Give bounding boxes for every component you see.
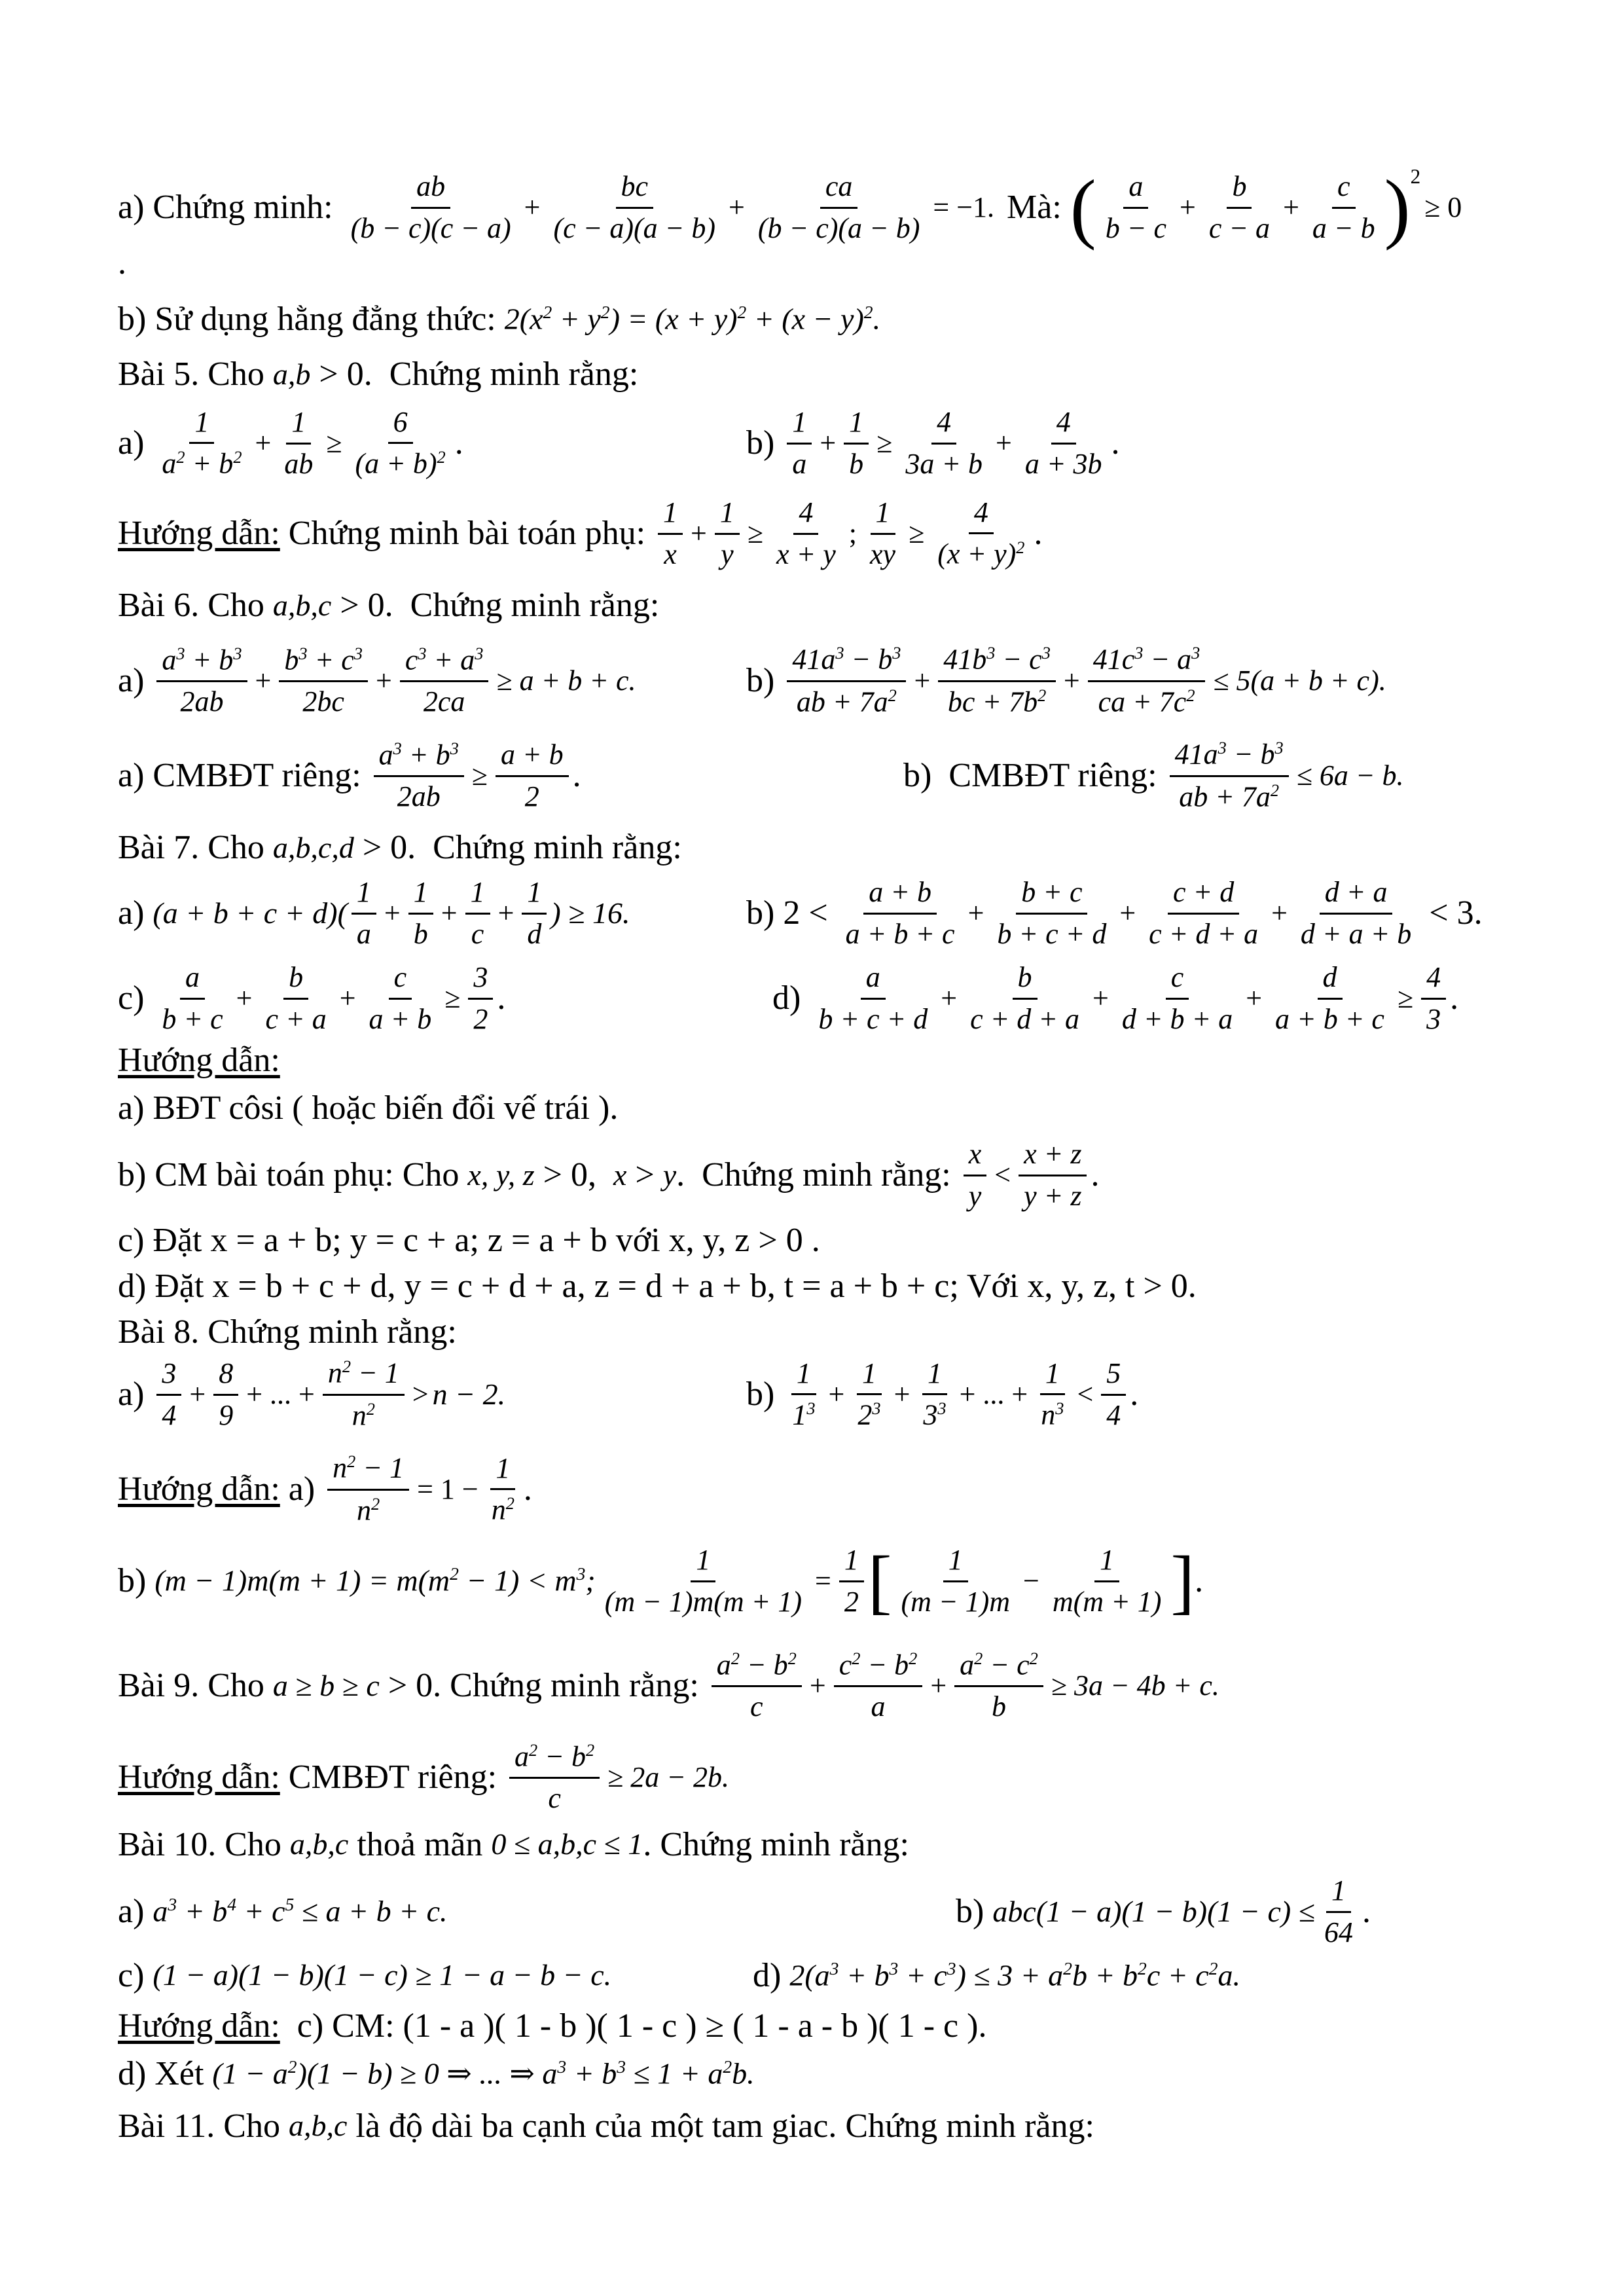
bai-7-hd-c: c) Đặt x = a + b; y = c + a; z = a + b với x, y, z > 0 .	[118, 1222, 820, 1260]
bai-8-heading: Bài 8. Chứng minh rằng:	[118, 1313, 457, 1351]
fraction: $\frac{ca}{(b - c)(a - b)}$	[757, 170, 920, 244]
bai-10-items-ab: a) $a^3 + b^4 + c^5 \le a + b + c$. b) abc(1 − a)(1 − b)(1 − c) ≤ $\frac{1}{64}$ .	[118, 1874, 1371, 1948]
bai-7-items-ab: a) (a + b + c + d)( $\frac{1}{a}$ + $\frac{1}{b}$ + $\frac{1}{c}$ + $\frac{1}{d}$ ) ≥ 16. b) 2 < $\frac{a + b}{a + b + c}$ + $\frac{b + c}{b + c + d}$ + $\frac{c + d}{c + d + a}$ + $\frac{d + a}{d + a + b}$ < 3.	[118, 876, 1483, 950]
text: Mà:	[998, 189, 1070, 227]
bai-5-heading: Bài 5. Cho a,b > 0. Chứng minh rằng:	[118, 355, 639, 393]
bai-8-items: a) $\frac{3}{4}$ + $\frac{8}{9}$ + ... + $\frac{n^2 - 1}{n^2}$ > n − 2. b) $\frac{1}{1^3}$ + $\frac{1}{2^3}$ + $\frac{1}{3^3}$ + ... + $\frac{1}{n^3}$ < $\frac{5}{4}$ .	[118, 1357, 1139, 1432]
bai-7-huong-dan-label: Hướng dẫn:	[118, 1042, 280, 1080]
bai-7-items-cd: c) $\frac{a}{b + c}$ + $\frac{b}{c + a}$ + $\frac{c}{a + b}$ ≥ $\frac{3}{2}$ . d) $\frac{a}{b + c + d}$ + $\frac{b}{c + d + a}$ + $\frac{c}{d + b + a}$ + $\frac{d}{a + b + c}$ ≥ $\frac{4}{3}$ .	[118, 961, 1459, 1035]
bai-11-heading: Bài 11. Cho a,b,c là độ dài ba cạnh của một tam giac. Chứng minh rằng:	[118, 2107, 1094, 2145]
fraction: $\frac{bc}{(c - a)(a - b)}$	[553, 170, 716, 244]
bai-10-items-cd: c) (1 − a)(1 − b)(1 − c) ≥ 1 − a − b − c. d) $2(a^3 + b^3 + c^3) \le 3 + a^2b + b^2c + c^2a$.	[118, 1956, 1240, 1994]
bai-8-hd-b: b) $(m - 1)m(m + 1) = m(m^2 - 1) < m^3$; $\frac{1}{(m - 1)m(m + 1)}$ = $\frac{1}{2}$ [ $\frac{1}{(m - 1)m}$ − $\frac{1}{m(m + 1)}$ ] .	[118, 1541, 1204, 1621]
line-a-chung-minh: a) Chứng minh: $\frac{ab}{(b - c)(c - a)}$ + $\frac{bc}{(c - a)(a - b)}$ + $\frac{ca}{(b - c)(a - b)}$ = −1. Mà: ( $\frac{a}{b - c}$ + $\frac{b}{c - a}$ + $\frac{c}{a - b}$ ) $^2$ ≥ 0	[118, 164, 1462, 251]
bai-10-heading: Bài 10. Cho a,b,c thoả mãn 0 ≤ a,b,c ≤ 1 . Chứng minh rằng:	[118, 1825, 909, 1863]
bai-10-hd-d: d) Xét $(1 - a^2)(1 - b) \ge 0$ ⇒ ... ⇒ $a^3 + b^3 \le 1 + a^2b$.	[118, 2054, 755, 2092]
bai-6-items: a) $\frac{a^3 + b^3}{2ab}$ + $\frac{b^3 + c^3}{2bc}$ + $\frac{c^3 + a^3}{2ca}$ ≥ a + b + c. b) $\frac{41a^3 - b^3}{ab + 7a^2}$ + $\frac{41b^3 - c^3}{bc + 7b^2}$ + $\frac{41c^3 - a^3}{ca + 7c^2}$ ≤ 5(a + b + c).	[118, 643, 1386, 718]
bai-6-heading: Bài 6. Cho a,b,c > 0. Chứng minh rằng:	[118, 587, 660, 625]
fraction: $\frac{ab}{(b - c)(c - a)}$	[350, 170, 511, 244]
bai-10-huong-dan: Hướng dẫn: c) CM: (1 - a )( 1 - b )( 1 - c ) ≥ ( 1 - a - b )( 1 - c ).	[118, 2007, 987, 2045]
bai-9-heading: Bài 9. Cho a ≥ b ≥ c > 0. Chứng minh rằng: $\frac{a^2 - b^2}{c}$ + $\frac{c^2 - b^2}{a}$ + $\frac{a^2 - c^2}{b}$ ≥ 3a − 4b + c.	[118, 1648, 1219, 1722]
bai-7-hd-a: a) BĐT côsi ( hoặc biến đổi vế trái ).	[118, 1089, 619, 1127]
bai-8-huong-dan: Hướng dẫn: a) $\frac{n^2 - 1}{n^2}$ = 1 − $\frac{1}{n^2}$ .	[118, 1451, 532, 1527]
bai-6-cmbdt: a) CMBĐT riêng: $\frac{a^3 + b^3}{2ab}$ ≥ $\frac{a + b}{2}$ . b) CMBĐT riêng: $\frac{41a^3 - b^3}{ab + 7a^2}$ ≤ 6a − b.	[118, 738, 1404, 813]
text: a) Chứng minh:	[118, 189, 342, 227]
line-b-hang-dang-thuc: b) Sử dụng hằng đẳng thức: $2(x^2 + y^2) = (x + y)^2 + (x - y)^2$.	[118, 301, 881, 338]
bai-5-items: a) $\frac{1}{a^2 + b^2}$ + $\frac{1}{ab}$ ≥ $\frac{6}{(a + b)^2}$ . b) $\frac{1}{a}$ + $\frac{1}{b}$ ≥ $\frac{4}{3a + b}$ + $\frac{4}{a + 3b}$ .	[118, 405, 1120, 480]
huong-dan-label: Hướng dẫn:	[118, 515, 280, 553]
bai-7-hd-d: d) Đặt x = b + c + d, y = c + d + a, z = d + a + b, t = a + b + c; Với x, y, z, t > 0.	[118, 1267, 1197, 1305]
bai-9-huong-dan: Hướng dẫn: CMBĐT riêng: $\frac{a^2 - b^2}{c}$ ≥ 2a − 2b.	[118, 1740, 729, 1814]
bai-7-hd-b: b) CM bài toán phụ: Cho x, y, z > 0, x > y . Chứng minh rằng: $\frac{x}{y}$ < $\frac{x + z}{y + z}$ .	[118, 1138, 1100, 1212]
bai-5-huong-dan: Hướng dẫn: Chứng minh bài toán phụ: $\frac{1}{x}$ + $\frac{1}{y}$ ≥ $\frac{4}{x + y}$ ; $\frac{1}{xy}$ ≥ $\frac{4}{(x + y)^2}$ .	[118, 496, 1043, 570]
bai-7-heading: Bài 7. Cho a,b,c,d > 0. Chứng minh rằng:	[118, 829, 682, 867]
line-dot: .	[118, 244, 126, 282]
